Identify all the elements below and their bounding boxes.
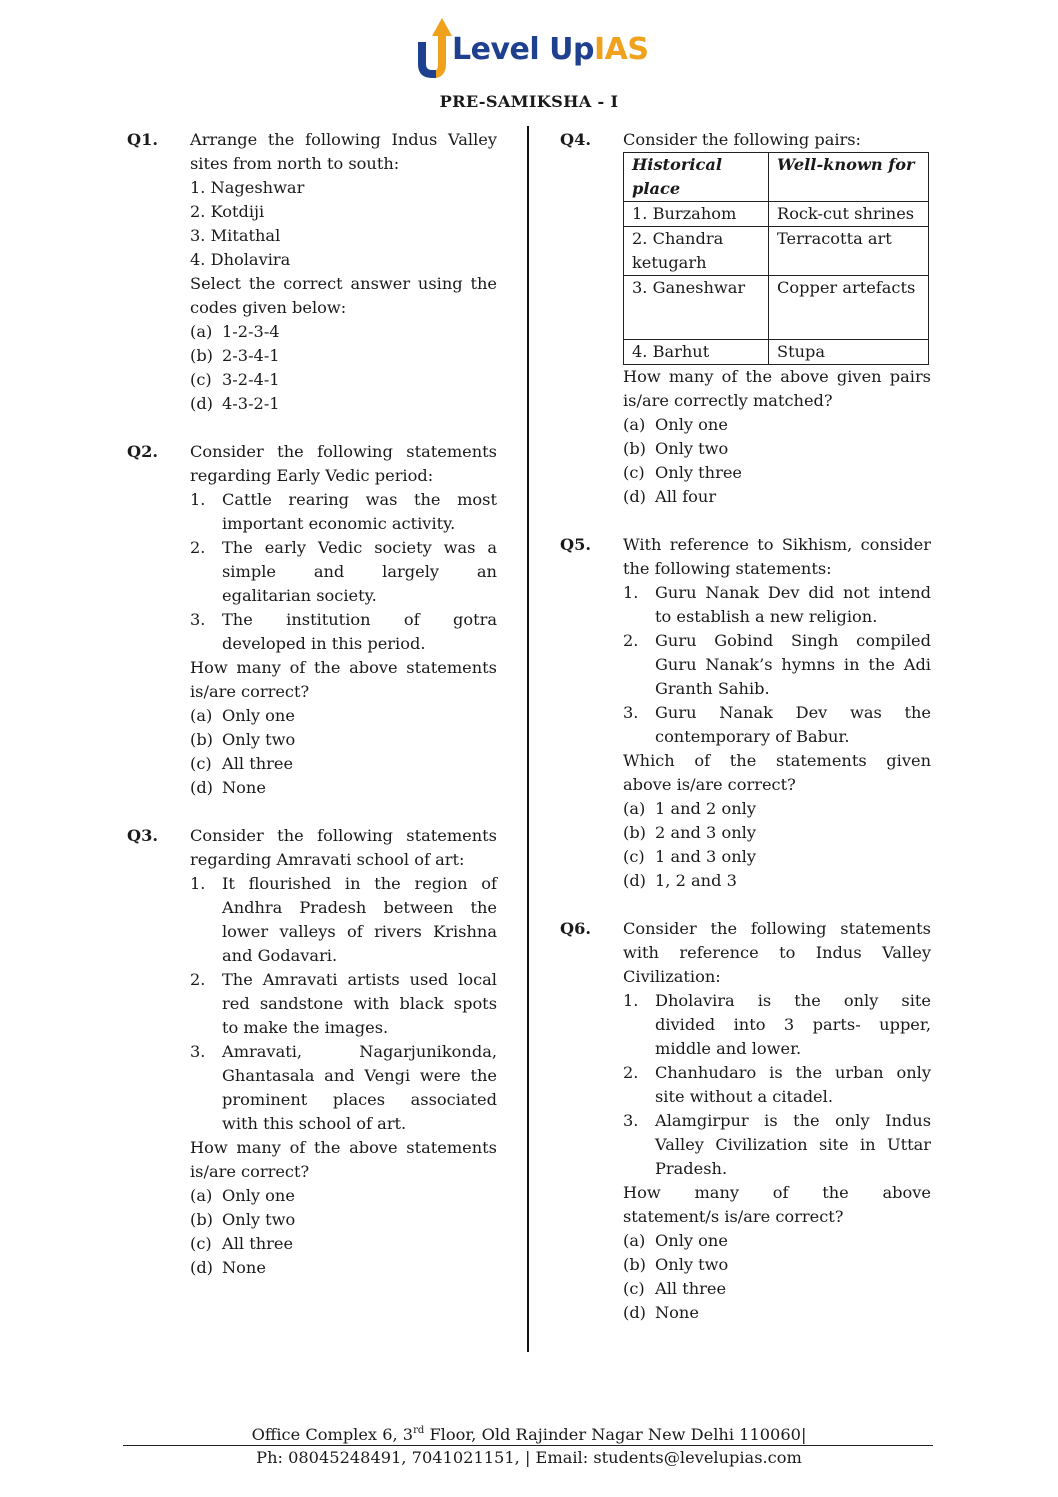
option-label: (d) [190,394,213,413]
option-text: Only one [655,1231,728,1250]
question-stem-line: With reference to Sikhism, consider [623,535,931,554]
question-stem-line: with reference to Indus Valley [623,943,931,962]
table-cell: Rock-cut shrines [769,202,929,227]
question-stem-line: Arrange the following Indus Valley [190,130,497,149]
option-label: (c) [623,463,645,482]
question-ask-line: Which of the statements given [623,751,931,770]
question-stem-line: Consider the following statements [190,442,497,461]
answer-option [623,821,931,845]
answer-option [623,1253,931,1277]
statement [190,968,497,1040]
option-text: 1-2-3-4 [222,322,280,341]
footer-address-sup: rd [413,1425,425,1436]
table-cell: Copper artefacts [769,276,929,340]
option-label: (b) [623,823,646,842]
answer-option [190,1256,497,1280]
option-label: (b) [190,346,213,365]
option-label: (d) [623,871,646,890]
statement [190,608,497,656]
answer-option [623,461,931,485]
answer-option [190,1184,497,1208]
table-header-row [624,153,929,202]
statement-number: 2. [190,538,206,557]
option-label: (b) [190,730,213,749]
answer-option [190,728,497,752]
statement-list [623,581,931,749]
statement-line: Guru Gobind Singh compiled [655,631,931,650]
question-ask-line: statement/s is/are correct? [623,1207,844,1226]
statement-line: with this school of art. [222,1114,407,1133]
statement-line: lower valleys of rivers Krishna [222,922,497,941]
statement-line: Pradesh. [655,1159,728,1178]
option-label: (a) [190,322,213,341]
statement [190,1040,497,1136]
option-text: All three [222,1234,294,1253]
level-up-arrow-icon [412,12,456,86]
question-stem-line: Consider the following statements [623,919,931,938]
question-2 [127,440,497,800]
option-text: 1 and 3 only [655,847,756,866]
statement [190,488,497,536]
table-cell: 3. Ganeshwar [624,276,769,340]
statement [623,629,931,701]
question-ask-line: How many of the above statements [190,1138,497,1157]
option-label: (a) [190,706,213,725]
option-label: (c) [190,1234,212,1253]
option-label: (c) [190,754,212,773]
question-number: Q6. [560,919,591,938]
question-3 [127,824,497,1280]
statement-line: Guru Nanak Dev did not intend [655,583,931,602]
statement-line: simple and largely an [222,562,497,581]
statement-number: 2. [623,631,639,650]
statement-line: Dholavira is the only site [655,991,931,1010]
statement-line: Chanhudaro is the urban only [655,1063,931,1082]
list-item: 4. Dholavira [190,250,291,269]
answer-option [623,845,931,869]
answer-option [190,1208,497,1232]
question-5 [560,533,931,893]
statement-line: Alamgirpur is the only Indus [655,1111,931,1130]
statement-line: middle and lower. [655,1039,802,1058]
list-item: 1. Nageshwar [190,178,305,197]
statement-line: Cattle rearing was the most [222,490,497,509]
option-label: (a) [190,1186,213,1205]
instruction-line: codes given below: [190,298,347,317]
question-ask-line: How many of the above given pairs [623,367,931,386]
question-6 [560,917,931,1325]
statement-line: egalitarian society. [222,586,377,605]
question-stem-line: regarding Early Vedic period: [190,466,434,485]
option-text: All four [655,487,717,506]
statement-number: 3. [623,703,639,722]
brand-name-main: Level Up [452,32,594,67]
option-text: 1, 2 and 3 [655,871,737,890]
option-text: None [655,1303,699,1322]
answer-option [190,344,497,368]
option-text: Only two [655,1255,729,1274]
option-label: (a) [623,1231,646,1250]
statement-number: 2. [623,1063,639,1082]
brand-logo [412,12,652,86]
table-cell: 4. Barhut [624,340,769,365]
option-text: Only two [222,730,296,749]
page-title: PRE-SAMIKSHA - I [439,92,619,111]
statement-line: Ghantasala and Vengi were the [222,1066,497,1085]
statement-line: site without a citadel. [655,1087,833,1106]
answer-option [623,413,931,437]
option-text: 2 and 3 only [655,823,756,842]
table-row [624,227,929,276]
statement-line: contemporary of Babur. [655,727,850,746]
answer-option [623,797,931,821]
statement-line: Guru Nanak Dev was the [655,703,931,722]
answer-option [190,368,497,392]
statement-number: 1. [623,583,639,602]
question-ask-line: is/are correctly matched? [623,391,833,410]
answer-option [623,1277,931,1301]
option-label: (a) [623,415,646,434]
footer-address [0,1424,1058,1446]
option-label: (d) [623,1303,646,1322]
table-cell: Terracotta art [769,227,929,276]
statement-number: 2. [190,970,206,989]
question-number: Q1. [127,130,158,149]
answer-option [623,1229,931,1253]
table-cell: 1. Burzahom [624,202,769,227]
option-text: 2-3-4-1 [222,346,280,365]
statement-number: 3. [623,1111,639,1130]
statement-line: The institution of gotra [222,610,497,629]
answer-option [190,704,497,728]
question-ask-line: How many of the above statements [190,658,497,677]
option-text: Only three [655,463,742,482]
option-text: None [222,1258,266,1277]
answer-option [190,776,497,800]
statement-line: Granth Sahib. [655,679,770,698]
right-column [560,128,931,1325]
statement [623,1109,931,1181]
option-label: (c) [190,370,212,389]
statement-number: 1. [190,490,206,509]
option-text: 4-3-2-1 [222,394,280,413]
pairs-table [623,152,929,365]
brand-wordmark [452,32,648,67]
option-label: (c) [623,847,645,866]
option-label: (d) [190,1258,213,1277]
statement-line: to make the images. [222,1018,389,1037]
question-ask-line: is/are correct? [190,1162,310,1181]
statement-line: and Godavari. [222,946,338,965]
option-label: (d) [623,487,646,506]
statement-line: divided into 3 parts- upper, [655,1015,931,1034]
statement-line: Andhra Pradesh between the [222,898,497,917]
statement [623,1061,931,1109]
question-stem-line: sites from north to south: [190,154,400,173]
question-ask-line: is/are correct? [190,682,310,701]
statement [623,701,931,749]
option-text: Only two [222,1210,296,1229]
footer-address-end: Floor, Old Rajinder Nagar New Delhi 110060| [424,1425,807,1444]
statement-line: red sandstone with black spots [222,994,497,1013]
statement-line: prominent places associated [222,1090,497,1109]
instruction-line: Select the correct answer using the [190,274,497,293]
answer-option [623,485,931,509]
option-label: (a) [623,799,646,818]
statement-line: The Amravati artists used local [222,970,497,989]
statement-number: 3. [190,610,206,629]
answer-option [190,320,497,344]
statement-line: important economic activity. [222,514,456,533]
statement-line: Valley Civilization site in Uttar [655,1135,931,1154]
statement-line: Guru Nanak’s hymns in the Adi [655,655,931,674]
statement-number: 1. [623,991,639,1010]
statement-line: It flourished in the region of [222,874,497,893]
footer-address-start: Office Complex 6, 3 [251,1425,414,1444]
statement [190,872,497,968]
answer-option [190,752,497,776]
statement-list [623,989,931,1181]
column-divider [527,126,529,1352]
table-cell: 2. Chandra ketugarh [624,227,769,276]
question-stem-line: the following statements: [623,559,832,578]
statement-number: 3. [190,1042,206,1061]
option-label: (d) [190,778,213,797]
statement-line: developed in this period. [222,634,426,653]
option-text: Only one [655,415,728,434]
option-label: (b) [190,1210,213,1229]
statement-list [190,488,497,656]
question-4 [560,128,931,509]
list-item: 3. Mitathal [190,226,281,245]
option-text: All three [222,754,294,773]
statement-number: 1. [190,874,206,893]
table-row [624,276,929,340]
question-ask-line: How many of the above [623,1183,931,1202]
table-cell: Stupa [769,340,929,365]
answer-option [623,437,931,461]
question-number: Q3. [127,826,158,845]
option-text: All three [655,1279,727,1298]
question-stem-line: Consider the following statements [190,826,497,845]
question-stem-line: Civilization: [623,967,721,986]
footer-contact: Ph: 08045248491, 7041021151, | Email: students@levelupias.com [256,1448,802,1467]
statement [190,536,497,608]
table-header-cell: Historical place [624,153,769,202]
option-text: Only one [222,1186,295,1205]
answer-option [190,1232,497,1256]
question-number: Q5. [560,535,591,554]
table-row [624,340,929,365]
option-label: (b) [623,1255,646,1274]
statement-line: The early Vedic society was a [222,538,497,557]
answer-option [623,869,931,893]
question-number: Q4. [560,130,591,149]
option-text: Only two [655,439,729,458]
option-text: 1 and 2 only [655,799,756,818]
option-text: None [222,778,266,797]
option-text: 3-2-4-1 [222,370,280,389]
question-stem-line: regarding Amravati school of art: [190,850,465,869]
question-1 [127,128,497,416]
statement [623,581,931,629]
answer-option [190,392,497,416]
statement-line: Amravati, Nagarjunikonda, [222,1042,497,1061]
question-stem-line: Consider the following pairs: [623,130,862,149]
statement-list [190,872,497,1136]
answer-option [623,1301,931,1325]
question-ask-line: above is/are correct? [623,775,796,794]
statement-line: to establish a new religion. [655,607,878,626]
table-header-cell: Well-known for [769,153,929,202]
option-label: (c) [623,1279,645,1298]
statement [623,989,931,1061]
table-row [624,202,929,227]
option-label: (b) [623,439,646,458]
question-number: Q2. [127,442,158,461]
list-item: 2. Kotdiji [190,202,265,221]
left-column [127,128,497,1280]
brand-name-accent: IAS [593,32,649,67]
option-text: Only one [222,706,295,725]
